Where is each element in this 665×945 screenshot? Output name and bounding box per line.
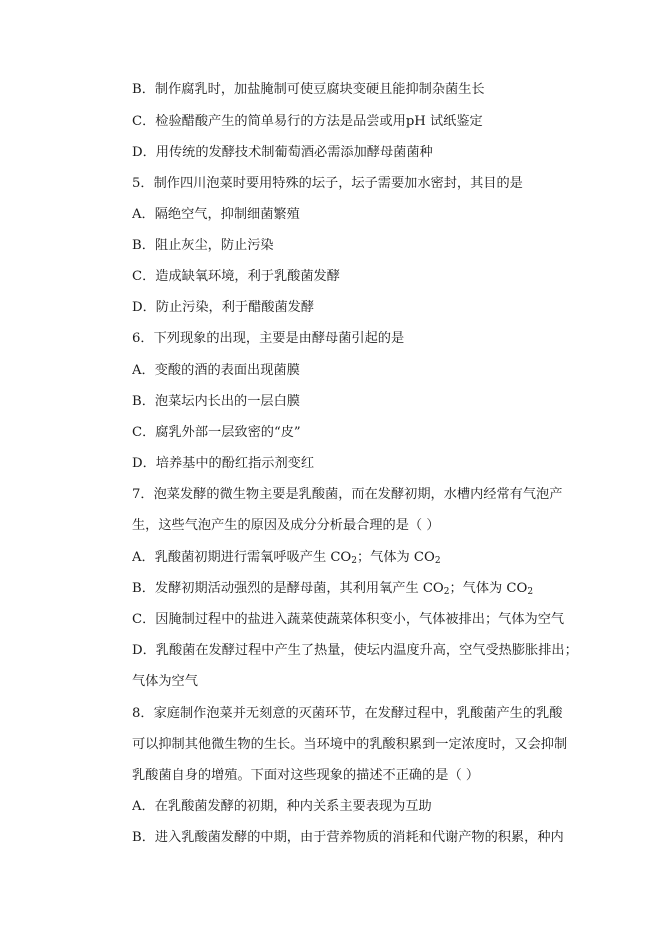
option-7d-line-1: D．乳酸菌在发酵过程中产生了热量，使坛内温度升高，空气受热膨胀排出； [132,643,578,658]
option-5c: C．造成缺氧环境，利于乳酸菌发酵 [132,269,340,284]
option-8b-line-1: B．进入乳酸菌发酵的中期，由于营养物质的消耗和代谢产物的积累，种内 [132,830,564,845]
option-8a: A．在乳酸菌发酵的初期，种内关系主要表现为互助 [132,799,432,814]
option-6a: A．变酸的酒的表面出现菌膜 [132,363,300,378]
question-8-line-3: 乳酸菌自身的增殖。下面对这些现象的描述不正确的是（ ） [132,768,480,783]
option-4d: D．用传统的发酵技术制葡萄酒必需添加酵母菌菌种 [132,145,433,160]
question-7-line-1: 7．泡菜发酵的微生物主要是乳酸菌，而在发酵初期，水槽内经常有气泡产 [132,487,563,502]
option-5a: A．隔绝空气，抑制细菌繁殖 [132,207,300,222]
option-7d-line-2: 气体为空气 [132,674,198,689]
option-6b: B．泡菜坛内长出的一层白膜 [132,394,300,409]
option-7a: A．乳酸菌初期进行需氧呼吸产生 $CO_2$；气体为 $CO_2$ [132,550,441,566]
option-4c: C．检验醋酸产生的简单易行的方法是品尝或用pH 试纸鉴定 [132,114,483,129]
option-4b: B．制作腐乳时，加盐腌制可使豆腐块变硬且能抑制杂菌生长 [132,82,485,97]
option-5b: B．阻止灰尘，防止污染 [132,238,274,253]
question-5: 5．制作四川泡菜时要用特殊的坛子，坛子需要加水密封，其目的是 [132,176,523,191]
question-7-line-2: 生，这些气泡产生的原因及成分分析最合理的是（ ） [132,518,440,533]
question-6: 6．下列现象的出现，主要是由酵母菌引起的是 [132,331,405,346]
option-7c: C．因腌制过程中的盐进入蔬菜使蔬菜体积变小，气体被排出；气体为空气 [132,612,565,627]
option-6d: D．培养基中的酚红指示剂变红 [132,456,315,471]
option-7b: B．发酵初期活动强烈的是酵母菌，其利用氧产生 $CO_2$；气体为 $CO_2$ [132,581,534,597]
option-5d: D．防止污染，利于醋酸菌发酵 [132,300,315,315]
option-6c: C．腐乳外部一层致密的“皮” [132,425,301,440]
question-8-line-1: 8．家庭制作泡菜并无刻意的灭菌环节，在发酵过程中，乳酸菌产生的乳酸 [132,706,563,721]
question-8-line-2: 可以抑制其他微生物的生长。当环境中的乳酸积累到一定浓度时，又会抑制 [132,737,568,752]
